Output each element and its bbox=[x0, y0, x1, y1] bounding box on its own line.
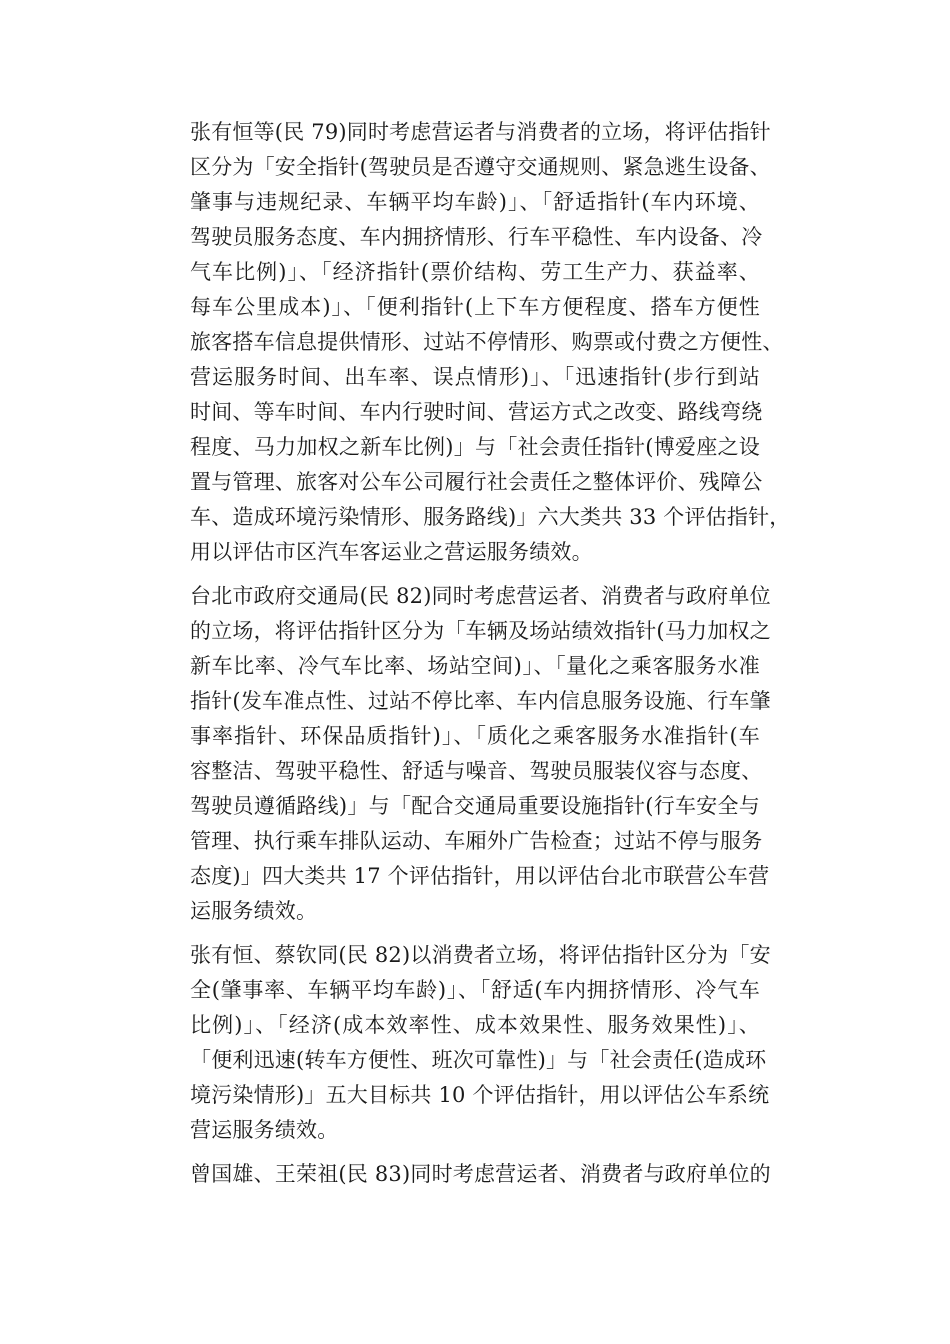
text-line: 旅客搭车信息提供情形、过站不停情形、购票或付费之方便性、 bbox=[190, 330, 784, 354]
text-line: 气车比例)」、「经济指针(票价结构、劳工生产力、获益率、 bbox=[190, 260, 760, 284]
text-line: 境污染情形)」五大目标共 10 个评估指针，用以评估公车系统 bbox=[190, 1083, 770, 1107]
paragraph-3 bbox=[190, 938, 771, 1148]
text-line: 台北市政府交通局(民 82)同时考虑营运者、消费者与政府单位 bbox=[190, 584, 771, 608]
text-line: 运服务绩效。 bbox=[190, 899, 318, 923]
text-line: 营运服务时间、出车率、误点情形)」、「迅速指针(步行到站 bbox=[190, 365, 760, 389]
text-line: 驾驶员服务态度、车内拥挤情形、行车平稳性、车内设备、冷 bbox=[190, 225, 763, 249]
text-line: 车、造成环境污染情形、服务路线)」六大类共 33 个评估指针， bbox=[190, 505, 791, 529]
text-line: 驾驶员遵循路线)」与「配合交通局重要设施指针(行车安全与 bbox=[190, 794, 760, 818]
text-line: 用以评估市区汽车客运业之营运服务绩效。 bbox=[190, 540, 593, 564]
paragraph-2 bbox=[190, 579, 771, 929]
text-line: 曾国雄、王荣祖(民 83)同时考虑营运者、消费者与政府单位的 bbox=[190, 1162, 771, 1186]
paragraph-1 bbox=[190, 115, 791, 570]
paragraph-4 bbox=[190, 1157, 771, 1192]
text-line: 张有恒、蔡钦同(民 82)以消费者立场，将评估指针区分为「安 bbox=[190, 943, 771, 967]
text-line: 肇事与违规纪录、车辆平均车龄)」、「舒适指针(车内环境、 bbox=[190, 190, 760, 214]
text-line: 比例)」、「经济(成本效率性、成本效果性、服务效果性)」、 bbox=[190, 1013, 760, 1037]
text-line: 事率指针、环保品质指针)」、「质化之乘客服务水准指针(车 bbox=[190, 724, 760, 748]
text-line: 容整洁、驾驶平稳性、舒适与噪音、驾驶员服装仪容与态度、 bbox=[190, 759, 763, 783]
text-line: 时间、等车时间、车内行驶时间、营运方式之改变、路线弯绕 bbox=[190, 400, 763, 424]
text-line: 程度、马力加权之新车比例)」与「社会责任指针(博爱座之设 bbox=[190, 435, 760, 459]
document-body bbox=[190, 115, 791, 1201]
text-line: 每车公里成本)」、「便利指针(上下车方便程度、搭车方便性 bbox=[190, 295, 760, 319]
text-line: 的立场，将评估指针区分为「车辆及场站绩效指针(马力加权之 bbox=[190, 619, 771, 643]
text-line: 「便利迅速(转车方便性、班次可靠性)」与「社会责任(造成环 bbox=[190, 1048, 767, 1072]
text-line: 指针(发车准点性、过站不停比率、车内信息服务设施、行车肇 bbox=[190, 689, 771, 713]
text-line: 态度)」四大类共 17 个评估指针，用以评估台北市联营公车营 bbox=[190, 864, 770, 888]
text-line: 张有恒等(民 79)同时考虑营运者与消费者的立场，将评估指针 bbox=[190, 120, 771, 144]
text-line: 营运服务绩效。 bbox=[190, 1118, 339, 1142]
text-line: 区分为「安全指针(驾驶员是否遵守交通规则、紧急逃生设备、 bbox=[190, 155, 771, 179]
text-line: 管理、执行乘车排队运动、车厢外广告检查；过站不停与服务 bbox=[190, 829, 763, 853]
text-line: 新车比率、冷气车比率、场站空间)」、「量化之乘客服务水准 bbox=[190, 654, 760, 678]
text-line: 置与管理、旅客对公车公司履行社会责任之整体评价、残障公 bbox=[190, 470, 763, 494]
text-line: 全(肇事率、车辆平均车龄)」、「舒适(车内拥挤情形、冷气车 bbox=[190, 978, 760, 1002]
